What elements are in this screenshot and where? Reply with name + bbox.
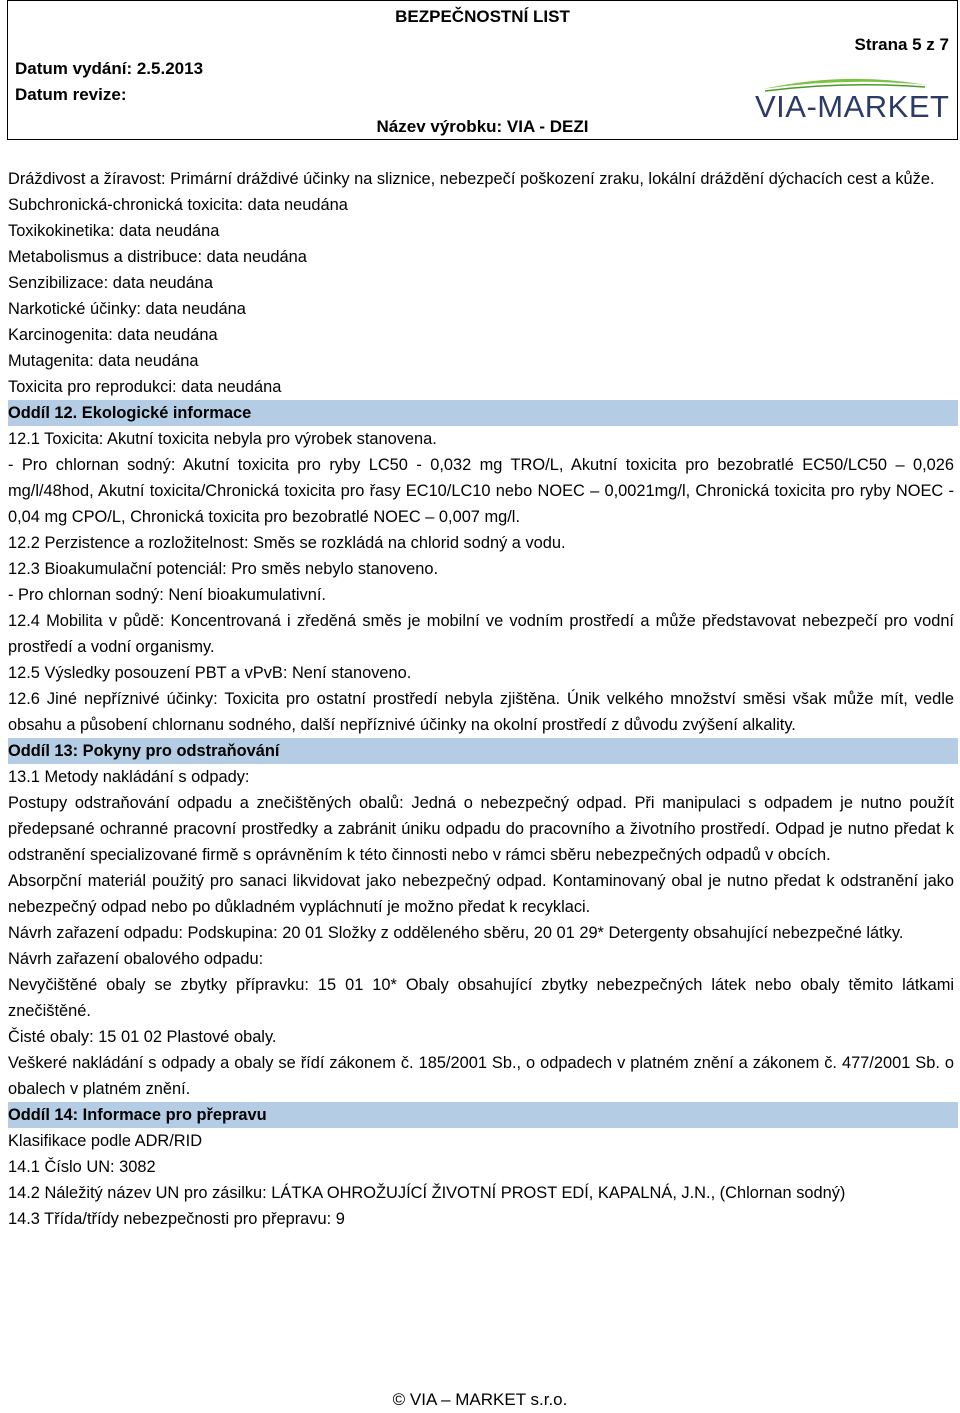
text-13-clean: Čisté obaly: 15 01 02 Plastové obaly.	[8, 1028, 277, 1046]
revision-date: Datum revize:	[15, 85, 127, 104]
text-14-3: 14.3 Třída/třídy nebezpečnosti pro přepravu: 9	[8, 1210, 345, 1228]
text-14-1: 14.1 Číslo UN: 3082	[8, 1158, 156, 1176]
document-body	[8, 166, 954, 1232]
section-14-heading: Oddíl 14: Informace pro přepravu	[8, 1102, 958, 1128]
footer-copyright: © VIA – MARKET s.r.o.	[392, 1390, 568, 1409]
text-14-2: 14.2 Náležitý název UN pro zásilku: LÁTKA OHROŽUJÍCÍ ŽIVOTNÍ PROST EDÍ, KAPALNÁ, J.N., (Chlornan sodný)	[8, 1184, 846, 1202]
text-13-absorbent: Absorpční materiál použitý pro sanaci likvidovat jako nebezpečný odpad. Kontaminovaný obal je nutno předat k odstranění jako nebezpečný odpad nebo po důkladném vypláchnutí je možno předat k recyklaci.	[8, 872, 954, 916]
text-12-2: 12.2 Perzistence a rozložitelnost: Směs se rozkládá na chlorid sodný a vodu.	[8, 534, 566, 552]
text-irritation: Dráždivost a žíravost: Primární dráždivé účinky na sliznice, nebezpečí poškození zraku, lokální dráždění dýchacích cest a kůže.	[8, 170, 935, 188]
section-12-heading: Oddíl 12. Ekologické informace	[8, 400, 958, 426]
text-12-3: 12.3 Bioakumulační potenciál: Pro směs nebylo stanoveno.	[8, 560, 439, 578]
via-market-logo	[755, 75, 950, 125]
page-number: Strana 5 z 7	[854, 35, 949, 54]
text-12-4: 12.4 Mobilita v půdě: Koncentrovaná i zředěná směs je mobilní ve vodním prostředí a může představovat nebezpečí pro vodní prostředí a vodní organismy.	[8, 612, 954, 656]
text-subchronic: Subchronická-chronická toxicita: data neudána	[8, 196, 348, 214]
section-13-heading: Oddíl 13: Pokyny pro odstraňování	[8, 738, 958, 764]
text-narcotic: Narkotické účinky: data neudána	[8, 300, 246, 318]
text-13-uncleaned: Nevyčištěné obaly se zbytky přípravku: 15 01 10* Obaly obsahující zbytky nebezpečných látek nebo obaly těmito látkami znečištěné.	[8, 976, 954, 1020]
issue-date: Datum vydání: 2.5.2013	[15, 59, 204, 78]
text-12-6: 12.6 Jiné nepříznivé účinky: Toxicita pro ostatní prostředí nebyla zjištěna. Únik velkého množství směsi však může mít, vedle obsahu a působení chlornanu sodného, další nepříznivé účinky na okolní prostředí z důvodu zvýšení alkality.	[8, 690, 954, 734]
text-reproduction: Toxicita pro reprodukci: data neudána	[8, 378, 282, 396]
text-metabolism: Metabolismus a distribuce: data neudána	[8, 248, 307, 266]
text-12-1-detail: - Pro chlornan sodný: Akutní toxicita pro ryby LC50 - 0,032 mg TRO/L, Akutní toxicita pro bezobratlé EC50/LC50 – 0,026 mg/l/48hod, Akutní toxicita/Chronická toxicita pro řasy EC10/LC10 nebo NOEC – 0,0021mg/l, Chronická toxicita pro ryby NOEC - 0,04 mg CPO/L, Chronická toxicita pro bezobratlé NOEC – 0,007 mg/l.	[8, 456, 954, 526]
text-13-law: Veškeré nakládání s odpady a obaly se řídí zákonem č. 185/2001 Sb., o odpadech v platném znění a zákonem č. 477/2001 Sb. o obalech v platném znění.	[8, 1054, 954, 1098]
text-carcinogenicity: Karcinogenita: data neudána	[8, 326, 218, 344]
text-toxicokinetics: Toxikokinetika: data neudána	[8, 222, 220, 240]
text-13-waste-code: Návrh zařazení odpadu: Podskupina: 20 01 Složky z odděleného sběru, 20 01 29* Detergenty obsahující nebezpečné látky.	[8, 924, 904, 942]
text-12-5: 12.5 Výsledky posouzení PBT a vPvB: Není stanoveno.	[8, 664, 412, 682]
text-sensitization: Senzibilizace: data neudána	[8, 274, 214, 292]
product-name: Název výrobku: VIA - DEZI	[376, 117, 589, 136]
text-mutagenicity: Mutagenita: data neudána	[8, 352, 199, 370]
document-header	[7, 0, 958, 140]
document-title: BEZPEČNOSTNÍ LIST	[395, 7, 570, 26]
text-13-procedures: Postupy odstraňování odpadu a znečištěných obalů: Jedná o nebezpečný odpad. Při manipulaci s odpadem je nutno použít předepsané ochranné pracovní prostředky a zabránit úniku odpadu do pracovního a životního prostředí. Odpad je nutno předat k odstranění specializované firmě s oprávněním k této činnosti nebo v rámci sběru nebezpečných odpadů v obcích.	[8, 794, 954, 864]
text-13-1: 13.1 Metody nakládání s odpady:	[8, 768, 250, 786]
text-12-1: 12.1 Toxicita: Akutní toxicita nebyla pro výrobek stanovena.	[8, 430, 437, 448]
text-12-3-detail: - Pro chlornan sodný: Není bioakumulativní.	[8, 586, 326, 604]
text-13-packaging-heading: Návrh zařazení obalového odpadu:	[8, 950, 264, 968]
logo-text: VIA-MARKET	[755, 89, 950, 124]
text-14-classification: Klasifikace podle ADR/RID	[8, 1132, 203, 1150]
